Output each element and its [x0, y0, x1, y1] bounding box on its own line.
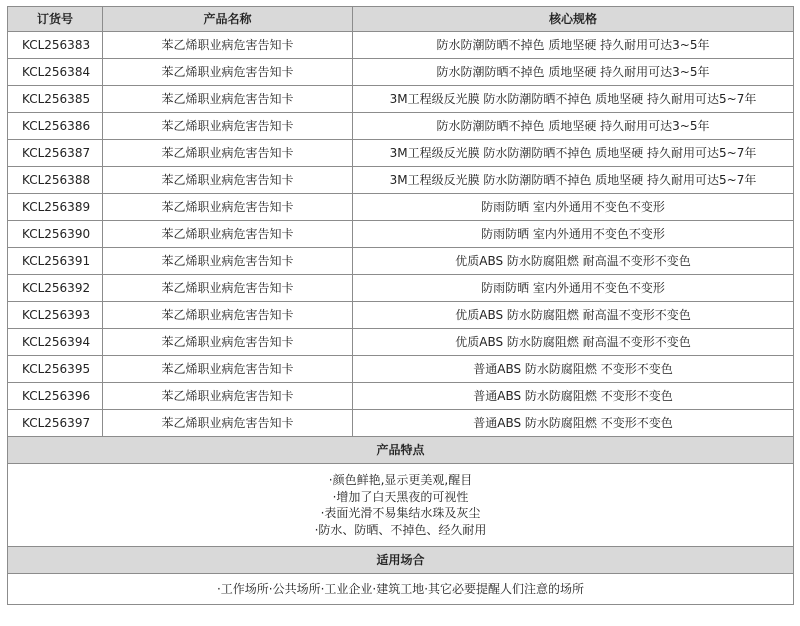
usage-title-row [8, 547, 794, 574]
table-row [8, 248, 794, 275]
product-name-cell: 苯乙烯职业病危害告知卡 [103, 410, 353, 437]
core-spec-cell: 防雨防晒 室内外通用不变色不变形 [353, 194, 794, 221]
order-number-cell: KCL256384 [8, 59, 103, 86]
table-row [8, 410, 794, 437]
product-name-cell: 苯乙烯职业病危害告知卡 [103, 59, 353, 86]
table-row [8, 194, 794, 221]
core-spec-cell: 优质ABS 防水防腐阻燃 耐高温不变形不变色 [353, 248, 794, 275]
order-number-cell: KCL256390 [8, 221, 103, 248]
features-row [8, 464, 794, 547]
order-number-cell: KCL256387 [8, 140, 103, 167]
product-name-cell: 苯乙烯职业病危害告知卡 [103, 140, 353, 167]
product-name-cell: 苯乙烯职业病危害告知卡 [103, 221, 353, 248]
table-row [8, 383, 794, 410]
table-row [8, 59, 794, 86]
product-name-cell: 苯乙烯职业病危害告知卡 [103, 302, 353, 329]
feature-item: ·表面光滑不易集结水珠及灰尘 [320, 506, 481, 520]
core-spec-cell: 3M工程级反光膜 防水防潮防晒不掉色 质地坚硬 持久耐用可达5~7年 [353, 140, 794, 167]
core-spec-cell: 防水防潮防晒不掉色 质地坚硬 持久耐用可达3~5年 [353, 113, 794, 140]
order-number-cell: KCL256397 [8, 410, 103, 437]
order-number-cell: KCL256392 [8, 275, 103, 302]
header-core-spec: 核心规格 [353, 7, 794, 32]
header-product-name: 产品名称 [103, 7, 353, 32]
table-row [8, 329, 794, 356]
core-spec-cell: 防水防潮防晒不掉色 质地坚硬 持久耐用可达3~5年 [353, 59, 794, 86]
order-number-cell: KCL256393 [8, 302, 103, 329]
feature-item: ·增加了白天黑夜的可视性 [332, 489, 469, 504]
order-number-cell: KCL256394 [8, 329, 103, 356]
feature-item: ·防水、防晒、不掉色、经久耐用 [314, 522, 487, 537]
order-number-cell: KCL256391 [8, 248, 103, 275]
order-number-cell: KCL256383 [8, 32, 103, 59]
core-spec-cell: 优质ABS 防水防腐阻燃 耐高温不变形不变色 [353, 302, 794, 329]
table-row [8, 356, 794, 383]
product-name-cell: 苯乙烯职业病危害告知卡 [103, 383, 353, 410]
table-row [8, 140, 794, 167]
core-spec-cell: 普通ABS 防水防腐阻燃 不变形不变色 [353, 383, 794, 410]
product-name-cell: 苯乙烯职业病危害告知卡 [103, 356, 353, 383]
features-list [8, 464, 794, 547]
table-header-row [8, 7, 794, 32]
core-spec-cell: 普通ABS 防水防腐阻燃 不变形不变色 [353, 410, 794, 437]
order-number-cell: KCL256395 [8, 356, 103, 383]
usage-text: ·工作场所·公共场所·工业企业·建筑工地·其它必要提醒人们注意的场所 [8, 574, 794, 605]
table-row [8, 86, 794, 113]
table-row [8, 113, 794, 140]
order-number-cell: KCL256389 [8, 194, 103, 221]
order-number-cell: KCL256385 [8, 86, 103, 113]
product-name-cell: 苯乙烯职业病危害告知卡 [103, 86, 353, 113]
product-name-cell: 苯乙烯职业病危害告知卡 [103, 194, 353, 221]
order-number-cell: KCL256386 [8, 113, 103, 140]
core-spec-cell: 3M工程级反光膜 防水防潮防晒不掉色 质地坚硬 持久耐用可达5~7年 [353, 86, 794, 113]
table-row [8, 302, 794, 329]
core-spec-cell: 普通ABS 防水防腐阻燃 不变形不变色 [353, 356, 794, 383]
core-spec-cell: 3M工程级反光膜 防水防潮防晒不掉色 质地坚硬 持久耐用可达5~7年 [353, 167, 794, 194]
core-spec-cell: 防水防潮防晒不掉色 质地坚硬 持久耐用可达3~5年 [353, 32, 794, 59]
table-row [8, 275, 794, 302]
product-name-cell: 苯乙烯职业病危害告知卡 [103, 32, 353, 59]
product-name-cell: 苯乙烯职业病危害告知卡 [103, 248, 353, 275]
features-title-row [8, 437, 794, 464]
core-spec-cell: 防雨防晒 室内外通用不变色不变形 [353, 275, 794, 302]
product-name-cell: 苯乙烯职业病危害告知卡 [103, 275, 353, 302]
table-body [8, 32, 794, 437]
product-name-cell: 苯乙烯职业病危害告知卡 [103, 167, 353, 194]
usage-title: 适用场合 [8, 547, 794, 574]
features-title: 产品特点 [8, 437, 794, 464]
table-row [8, 167, 794, 194]
feature-item: ·颜色鲜艳,显示更美观,醒目 [328, 473, 473, 487]
table-row [8, 221, 794, 248]
usage-row [8, 574, 794, 605]
product-name-cell: 苯乙烯职业病危害告知卡 [103, 329, 353, 356]
product-name-cell: 苯乙烯职业病危害告知卡 [103, 113, 353, 140]
order-number-cell: KCL256388 [8, 167, 103, 194]
order-number-cell: KCL256396 [8, 383, 103, 410]
core-spec-cell: 防雨防晒 室内外通用不变色不变形 [353, 221, 794, 248]
header-order-number: 订货号 [8, 7, 103, 32]
product-spec-table [7, 6, 794, 605]
core-spec-cell: 优质ABS 防水防腐阻燃 耐高温不变形不变色 [353, 329, 794, 356]
table-row [8, 32, 794, 59]
